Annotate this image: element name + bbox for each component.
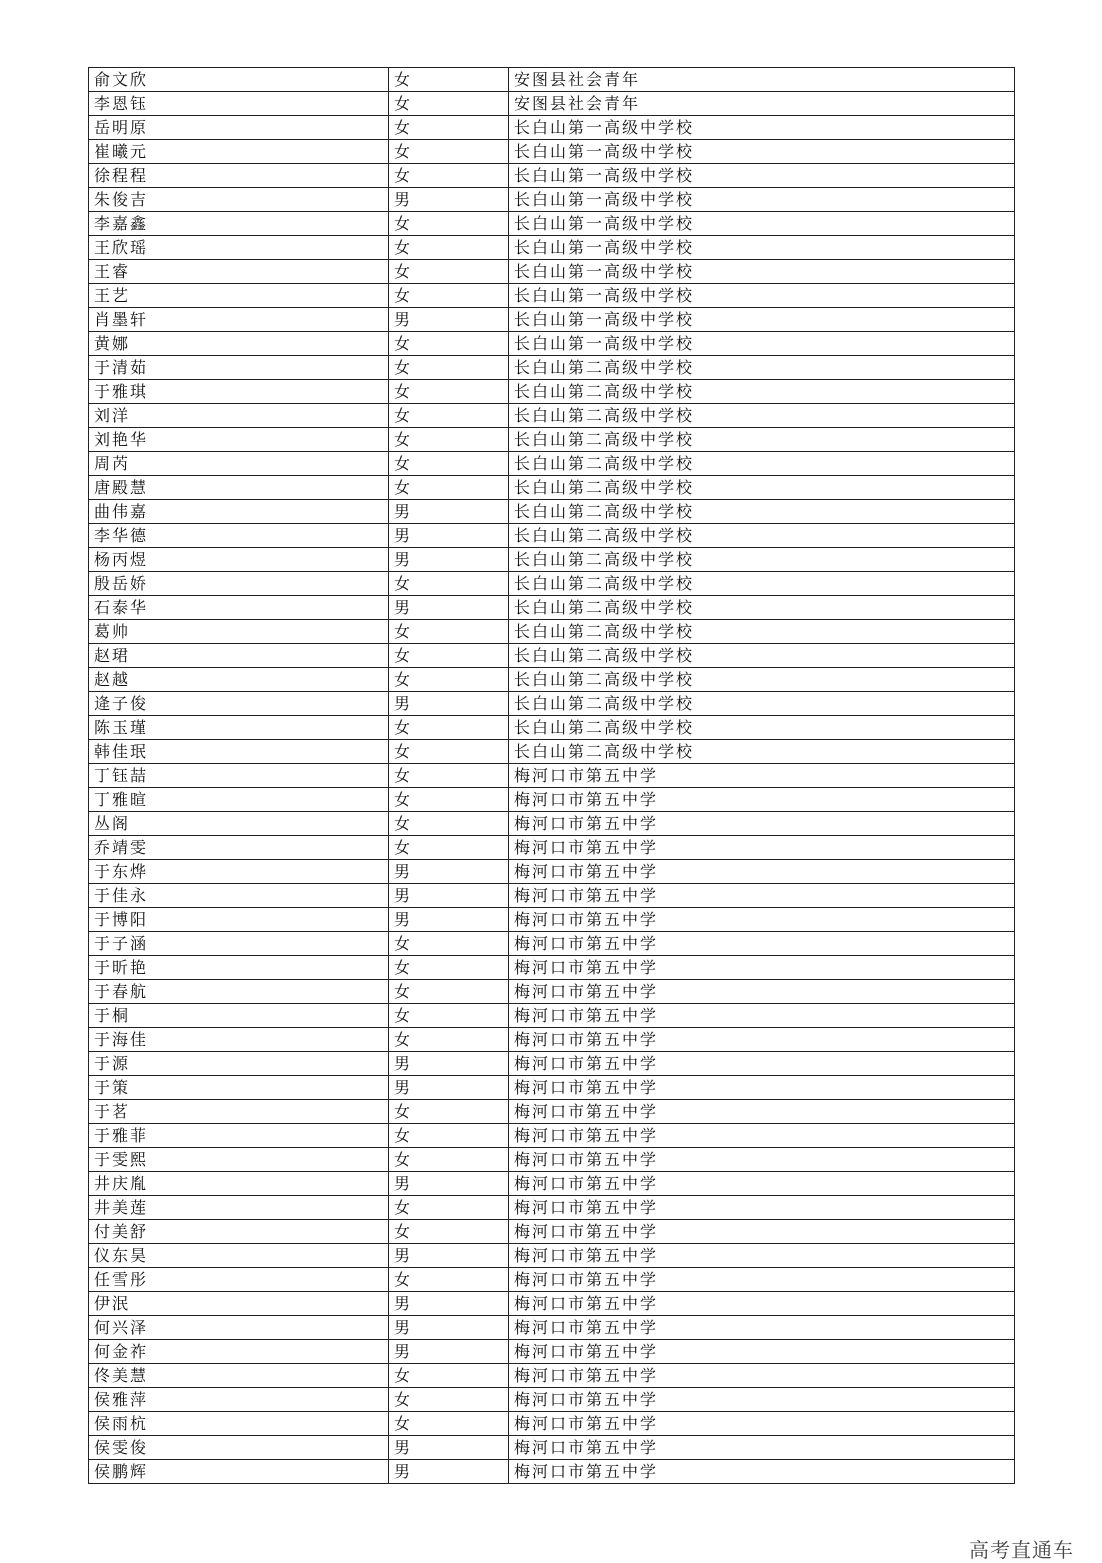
- table-row: [89, 884, 1015, 908]
- gender-cell: 女: [389, 740, 509, 764]
- gender-cell: 女: [389, 836, 509, 860]
- table-row: [89, 524, 1015, 548]
- gender-cell: 女: [389, 1196, 509, 1220]
- name-cell: 王睿: [89, 260, 389, 284]
- table-row: [89, 380, 1015, 404]
- gender-cell: 女: [389, 620, 509, 644]
- name-cell: 于雯熙: [89, 1148, 389, 1172]
- table-row: [89, 860, 1015, 884]
- school-cell: 长白山第二高级中学校: [509, 356, 1015, 380]
- name-cell: 于春航: [89, 980, 389, 1004]
- gender-cell: 女: [389, 1028, 509, 1052]
- table-row: [89, 548, 1015, 572]
- table-row: [89, 332, 1015, 356]
- gender-cell: 女: [389, 404, 509, 428]
- name-cell: 刘洋: [89, 404, 389, 428]
- name-cell: 丛阁: [89, 812, 389, 836]
- table-row: [89, 1220, 1015, 1244]
- name-cell: 于策: [89, 1076, 389, 1100]
- gender-cell: 女: [389, 668, 509, 692]
- table-row: [89, 1052, 1015, 1076]
- school-cell: 梅河口市第五中学: [509, 1364, 1015, 1388]
- school-cell: 梅河口市第五中学: [509, 764, 1015, 788]
- gender-cell: 男: [389, 1460, 509, 1484]
- gender-cell: 女: [389, 1268, 509, 1292]
- gender-cell: 男: [389, 548, 509, 572]
- school-cell: 梅河口市第五中学: [509, 956, 1015, 980]
- gender-cell: 女: [389, 932, 509, 956]
- table-row: [89, 1244, 1015, 1268]
- name-cell: 伊泯: [89, 1292, 389, 1316]
- table-row: [89, 188, 1015, 212]
- school-cell: 长白山第二高级中学校: [509, 620, 1015, 644]
- table-row: [89, 116, 1015, 140]
- school-cell: 长白山第一高级中学校: [509, 188, 1015, 212]
- gender-cell: 女: [389, 356, 509, 380]
- table-row: [89, 836, 1015, 860]
- gender-cell: 女: [389, 68, 509, 92]
- name-cell: 于昕艳: [89, 956, 389, 980]
- gender-cell: 男: [389, 1316, 509, 1340]
- table-row: [89, 1364, 1015, 1388]
- table-row: [89, 1196, 1015, 1220]
- name-cell: 俞文欣: [89, 68, 389, 92]
- school-cell: 梅河口市第五中学: [509, 1388, 1015, 1412]
- gender-cell: 女: [389, 716, 509, 740]
- name-cell: 肖墨轩: [89, 308, 389, 332]
- name-cell: 李嘉鑫: [89, 212, 389, 236]
- name-cell: 周芮: [89, 452, 389, 476]
- table-row: [89, 1028, 1015, 1052]
- school-cell: 长白山第二高级中学校: [509, 452, 1015, 476]
- school-cell: 梅河口市第五中学: [509, 1436, 1015, 1460]
- table-row: [89, 788, 1015, 812]
- name-cell: 于雅琪: [89, 380, 389, 404]
- gender-cell: 女: [389, 644, 509, 668]
- table-row: [89, 1268, 1015, 1292]
- table-row: [89, 716, 1015, 740]
- school-cell: 梅河口市第五中学: [509, 1316, 1015, 1340]
- school-cell: 梅河口市第五中学: [509, 884, 1015, 908]
- school-cell: 梅河口市第五中学: [509, 1148, 1015, 1172]
- name-cell: 于东烨: [89, 860, 389, 884]
- school-cell: 长白山第二高级中学校: [509, 500, 1015, 524]
- gender-cell: 男: [389, 860, 509, 884]
- name-cell: 于茗: [89, 1100, 389, 1124]
- name-cell: 于桐: [89, 1004, 389, 1028]
- gender-cell: 女: [389, 572, 509, 596]
- school-cell: 梅河口市第五中学: [509, 1052, 1015, 1076]
- table-row: [89, 140, 1015, 164]
- gender-cell: 男: [389, 500, 509, 524]
- school-cell: 梅河口市第五中学: [509, 1196, 1015, 1220]
- gender-cell: 女: [389, 812, 509, 836]
- name-cell: 于源: [89, 1052, 389, 1076]
- table-row: [89, 572, 1015, 596]
- table-row: [89, 1412, 1015, 1436]
- school-cell: 长白山第一高级中学校: [509, 236, 1015, 260]
- name-cell: 黄娜: [89, 332, 389, 356]
- name-cell: 朱俊吉: [89, 188, 389, 212]
- table-row: [89, 356, 1015, 380]
- name-cell: 井美莲: [89, 1196, 389, 1220]
- gender-cell: 男: [389, 884, 509, 908]
- name-cell: 乔靖雯: [89, 836, 389, 860]
- school-cell: 梅河口市第五中学: [509, 1340, 1015, 1364]
- school-cell: 梅河口市第五中学: [509, 788, 1015, 812]
- gender-cell: 女: [389, 1124, 509, 1148]
- gender-cell: 女: [389, 260, 509, 284]
- school-cell: 长白山第二高级中学校: [509, 692, 1015, 716]
- table-row: [89, 1316, 1015, 1340]
- table-row: [89, 1436, 1015, 1460]
- gender-cell: 女: [389, 1388, 509, 1412]
- name-cell: 丁雅暄: [89, 788, 389, 812]
- school-cell: 长白山第二高级中学校: [509, 596, 1015, 620]
- name-cell: 王艺: [89, 284, 389, 308]
- table-row: [89, 284, 1015, 308]
- school-cell: 长白山第一高级中学校: [509, 260, 1015, 284]
- gender-cell: 女: [389, 788, 509, 812]
- name-cell: 于海佳: [89, 1028, 389, 1052]
- table-row: [89, 476, 1015, 500]
- school-cell: 长白山第一高级中学校: [509, 116, 1015, 140]
- name-cell: 王欣瑶: [89, 236, 389, 260]
- name-cell: 侯雯俊: [89, 1436, 389, 1460]
- name-cell: 侯鹏辉: [89, 1460, 389, 1484]
- table-row: [89, 644, 1015, 668]
- name-cell: 仪东昊: [89, 1244, 389, 1268]
- gender-cell: 男: [389, 1244, 509, 1268]
- name-cell: 殷岳娇: [89, 572, 389, 596]
- name-cell: 赵珺: [89, 644, 389, 668]
- name-cell: 岳明原: [89, 116, 389, 140]
- name-cell: 崔曦元: [89, 140, 389, 164]
- name-cell: 葛帅: [89, 620, 389, 644]
- gender-cell: 男: [389, 308, 509, 332]
- school-cell: 长白山第一高级中学校: [509, 308, 1015, 332]
- name-cell: 逄子俊: [89, 692, 389, 716]
- table-row: [89, 68, 1015, 92]
- school-cell: 梅河口市第五中学: [509, 1412, 1015, 1436]
- gender-cell: 男: [389, 524, 509, 548]
- school-cell: 长白山第二高级中学校: [509, 668, 1015, 692]
- school-cell: 梅河口市第五中学: [509, 1028, 1015, 1052]
- table-row: [89, 92, 1015, 116]
- school-cell: 长白山第一高级中学校: [509, 164, 1015, 188]
- school-cell: 梅河口市第五中学: [509, 836, 1015, 860]
- table-row: [89, 1340, 1015, 1364]
- table-row: [89, 308, 1015, 332]
- table-row: [89, 212, 1015, 236]
- name-cell: 侯雨杭: [89, 1412, 389, 1436]
- name-cell: 任雪彤: [89, 1268, 389, 1292]
- school-cell: 长白山第二高级中学校: [509, 644, 1015, 668]
- watermark-text: 高考直通车: [969, 1538, 1074, 1562]
- gender-cell: 男: [389, 1052, 509, 1076]
- table-row: [89, 404, 1015, 428]
- table-row: [89, 1100, 1015, 1124]
- name-cell: 付美舒: [89, 1220, 389, 1244]
- gender-cell: 女: [389, 236, 509, 260]
- school-cell: 梅河口市第五中学: [509, 812, 1015, 836]
- table-row: [89, 1004, 1015, 1028]
- gender-cell: 男: [389, 596, 509, 620]
- table-row: [89, 908, 1015, 932]
- gender-cell: 男: [389, 1076, 509, 1100]
- name-cell: 井庆胤: [89, 1172, 389, 1196]
- school-cell: 梅河口市第五中学: [509, 932, 1015, 956]
- gender-cell: 女: [389, 116, 509, 140]
- table-row: [89, 452, 1015, 476]
- table-row: [89, 1148, 1015, 1172]
- table-row: [89, 620, 1015, 644]
- gender-cell: 女: [389, 1364, 509, 1388]
- school-cell: 长白山第一高级中学校: [509, 212, 1015, 236]
- gender-cell: 男: [389, 1172, 509, 1196]
- gender-cell: 男: [389, 188, 509, 212]
- name-cell: 唐殿慧: [89, 476, 389, 500]
- school-cell: 梅河口市第五中学: [509, 860, 1015, 884]
- gender-cell: 女: [389, 764, 509, 788]
- name-cell: 韩佳珉: [89, 740, 389, 764]
- school-cell: 梅河口市第五中学: [509, 1292, 1015, 1316]
- roster-body: [89, 68, 1015, 1484]
- school-cell: 梅河口市第五中学: [509, 1460, 1015, 1484]
- school-cell: 长白山第二高级中学校: [509, 476, 1015, 500]
- gender-cell: 女: [389, 428, 509, 452]
- gender-cell: 女: [389, 380, 509, 404]
- gender-cell: 女: [389, 476, 509, 500]
- school-cell: 长白山第二高级中学校: [509, 380, 1015, 404]
- table-row: [89, 764, 1015, 788]
- gender-cell: 女: [389, 1100, 509, 1124]
- school-cell: 梅河口市第五中学: [509, 1100, 1015, 1124]
- name-cell: 赵越: [89, 668, 389, 692]
- school-cell: 梅河口市第五中学: [509, 1004, 1015, 1028]
- name-cell: 于子涵: [89, 932, 389, 956]
- gender-cell: 女: [389, 164, 509, 188]
- school-cell: 梅河口市第五中学: [509, 908, 1015, 932]
- school-cell: 安图县社会青年: [509, 68, 1015, 92]
- gender-cell: 女: [389, 1220, 509, 1244]
- gender-cell: 女: [389, 1004, 509, 1028]
- school-cell: 长白山第一高级中学校: [509, 332, 1015, 356]
- table-row: [89, 812, 1015, 836]
- name-cell: 于博阳: [89, 908, 389, 932]
- gender-cell: 女: [389, 140, 509, 164]
- table-row: [89, 1388, 1015, 1412]
- gender-cell: 女: [389, 1412, 509, 1436]
- school-cell: 长白山第二高级中学校: [509, 716, 1015, 740]
- table-row: [89, 1124, 1015, 1148]
- name-cell: 何金祚: [89, 1340, 389, 1364]
- school-cell: 长白山第一高级中学校: [509, 140, 1015, 164]
- table-row: [89, 1172, 1015, 1196]
- school-cell: 梅河口市第五中学: [509, 1220, 1015, 1244]
- school-cell: 长白山第二高级中学校: [509, 572, 1015, 596]
- gender-cell: 男: [389, 1340, 509, 1364]
- table-row: [89, 164, 1015, 188]
- table-row: [89, 668, 1015, 692]
- gender-cell: 女: [389, 1148, 509, 1172]
- name-cell: 李华德: [89, 524, 389, 548]
- school-cell: 梅河口市第五中学: [509, 1244, 1015, 1268]
- name-cell: 丁钰喆: [89, 764, 389, 788]
- table-row: [89, 260, 1015, 284]
- name-cell: 何兴泽: [89, 1316, 389, 1340]
- school-cell: 梅河口市第五中学: [509, 980, 1015, 1004]
- table-row: [89, 740, 1015, 764]
- school-cell: 长白山第二高级中学校: [509, 548, 1015, 572]
- name-cell: 于清茹: [89, 356, 389, 380]
- gender-cell: 男: [389, 1436, 509, 1460]
- name-cell: 石泰华: [89, 596, 389, 620]
- table-row: [89, 956, 1015, 980]
- table-row: [89, 692, 1015, 716]
- name-cell: 李恩钰: [89, 92, 389, 116]
- school-cell: 长白山第一高级中学校: [509, 284, 1015, 308]
- name-cell: 杨丙煜: [89, 548, 389, 572]
- table-row: [89, 596, 1015, 620]
- name-cell: 曲伟嘉: [89, 500, 389, 524]
- name-cell: 陈玉瑾: [89, 716, 389, 740]
- school-cell: 长白山第二高级中学校: [509, 404, 1015, 428]
- roster-table: [88, 67, 1015, 1484]
- name-cell: 佟美慧: [89, 1364, 389, 1388]
- table-row: [89, 1076, 1015, 1100]
- gender-cell: 男: [389, 1292, 509, 1316]
- school-cell: 梅河口市第五中学: [509, 1268, 1015, 1292]
- gender-cell: 男: [389, 692, 509, 716]
- school-cell: 长白山第二高级中学校: [509, 428, 1015, 452]
- gender-cell: 女: [389, 452, 509, 476]
- gender-cell: 女: [389, 284, 509, 308]
- table-row: [89, 980, 1015, 1004]
- gender-cell: 女: [389, 956, 509, 980]
- name-cell: 侯雅萍: [89, 1388, 389, 1412]
- school-cell: 梅河口市第五中学: [509, 1076, 1015, 1100]
- gender-cell: 男: [389, 908, 509, 932]
- table-row: [89, 932, 1015, 956]
- school-cell: 安图县社会青年: [509, 92, 1015, 116]
- table-row: [89, 500, 1015, 524]
- table-row: [89, 1292, 1015, 1316]
- gender-cell: 女: [389, 212, 509, 236]
- name-cell: 徐程程: [89, 164, 389, 188]
- gender-cell: 女: [389, 92, 509, 116]
- table-row: [89, 428, 1015, 452]
- table-row: [89, 1460, 1015, 1484]
- school-cell: 长白山第二高级中学校: [509, 524, 1015, 548]
- table-row: [89, 236, 1015, 260]
- school-cell: 长白山第二高级中学校: [509, 740, 1015, 764]
- school-cell: 梅河口市第五中学: [509, 1172, 1015, 1196]
- gender-cell: 女: [389, 332, 509, 356]
- name-cell: 于佳永: [89, 884, 389, 908]
- name-cell: 刘艳华: [89, 428, 389, 452]
- gender-cell: 女: [389, 980, 509, 1004]
- school-cell: 梅河口市第五中学: [509, 1124, 1015, 1148]
- name-cell: 于雅菲: [89, 1124, 389, 1148]
